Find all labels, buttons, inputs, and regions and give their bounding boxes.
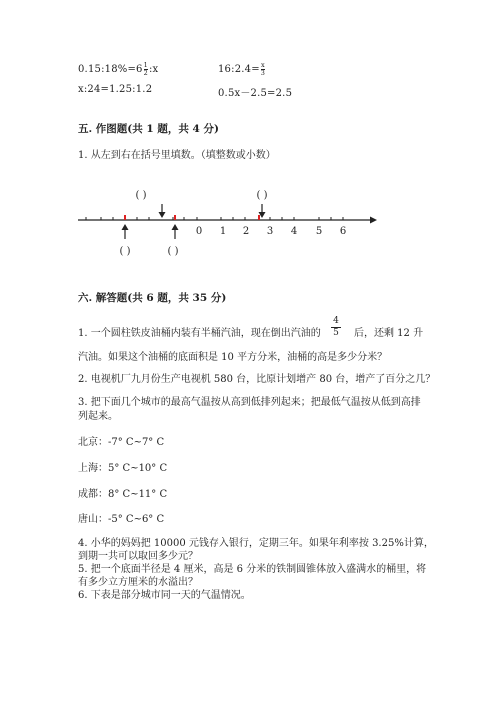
section-6-title: 六. 解答题(共 6 题，共 35 分) bbox=[78, 292, 227, 304]
tick-label-2: 2 bbox=[242, 226, 250, 237]
equation-1-left: 0.15:18%=6 bbox=[78, 64, 143, 75]
question-2: 2. 电视机厂九月份生产电视机 580 台，比原计划增产 80 台，增产了百分之几？ bbox=[78, 374, 436, 385]
down-arrow-icon bbox=[159, 204, 166, 218]
red-point-marks bbox=[125, 215, 259, 220]
answer-blank-bottom-right: ( ) bbox=[167, 246, 179, 257]
question-1-line-2: 汽油。如果这个油桶的底面积是 10 平方分米，油桶的高是多少分米？ bbox=[78, 352, 388, 363]
answer-blank-bottom-left: ( ) bbox=[119, 246, 131, 257]
fraction-x-over-3: $\frac{x}{3}$ bbox=[260, 61, 266, 77]
fraction-half: $\frac{1}{2}$ bbox=[143, 61, 148, 77]
question-4-line-2: 到期一共可以取回多少元？ bbox=[78, 551, 198, 562]
question-1-line-1a: 1. 一个圆柱铁皮油桶内装有半桶汽油，现在倒出汽油的 bbox=[78, 328, 321, 339]
city-temp-beijing: 北京：-7° C~7° C bbox=[78, 437, 165, 448]
equation-2-left: 16:2.4= bbox=[218, 64, 260, 75]
equation-1-right: :x bbox=[148, 64, 159, 75]
section-5-title: 五. 作图题(共 1 题，共 4 分) bbox=[78, 123, 219, 135]
tick-label-0: 0 bbox=[195, 226, 203, 237]
tick-label-3: 3 bbox=[266, 226, 274, 237]
equation-2 bbox=[218, 62, 266, 77]
city-temp-shanghai: 上海：5° C~10° C bbox=[78, 463, 168, 474]
answer-blank-top-right: ( ) bbox=[256, 190, 268, 201]
city-temp-chengdu: 成都：8° C~11° C bbox=[78, 489, 168, 500]
fraction-four-fifths: 4 5 bbox=[331, 316, 341, 339]
tick-label-4: 4 bbox=[290, 226, 298, 237]
up-arrow-icon bbox=[122, 224, 129, 239]
question-6: 6. 下表是部分城市同一天的气温情况。 bbox=[78, 590, 251, 601]
question-3-line-2: 列起来。 bbox=[78, 411, 118, 422]
equation-4: 0.5x－2.5=2.5 bbox=[218, 88, 293, 99]
city-temp-tangshan: 唐山：-5° C~6° C bbox=[78, 514, 165, 525]
number-line-figure bbox=[70, 182, 380, 262]
tick-label-5: 5 bbox=[315, 226, 323, 237]
answer-blank-top-left: ( ) bbox=[135, 190, 147, 201]
question-4-line-1: 4. 小华的妈妈把 10000 元钱存入银行，定期三年。如果年利率按 3.25%计算， bbox=[78, 538, 434, 549]
equation-1 bbox=[78, 62, 158, 77]
question-3-line-1: 3. 把下面几个城市的最高气温按从高到低排列起来；把最低气温按从低到高排 bbox=[78, 397, 421, 408]
section-5-question-1: 1. 从左到右在括号里填数。（填整数或小数） bbox=[78, 150, 276, 161]
up-arrow-icon bbox=[172, 224, 179, 239]
axis-arrow-icon bbox=[370, 217, 377, 224]
question-5-line-1: 5. 把一个底面半径是 4 厘米，高是 6 分米的铁制圆锥体放入盛满水的桶里，将 bbox=[78, 564, 427, 575]
equation-3: x:24=1.25:1.2 bbox=[78, 84, 153, 95]
question-5-line-2: 有多少立方厘米的水溢出？ bbox=[78, 577, 198, 588]
tick-label-6: 6 bbox=[339, 226, 347, 237]
tick-label-1: 1 bbox=[219, 226, 227, 237]
question-1-line-1b: 后，还剩 12 升 bbox=[354, 328, 424, 339]
